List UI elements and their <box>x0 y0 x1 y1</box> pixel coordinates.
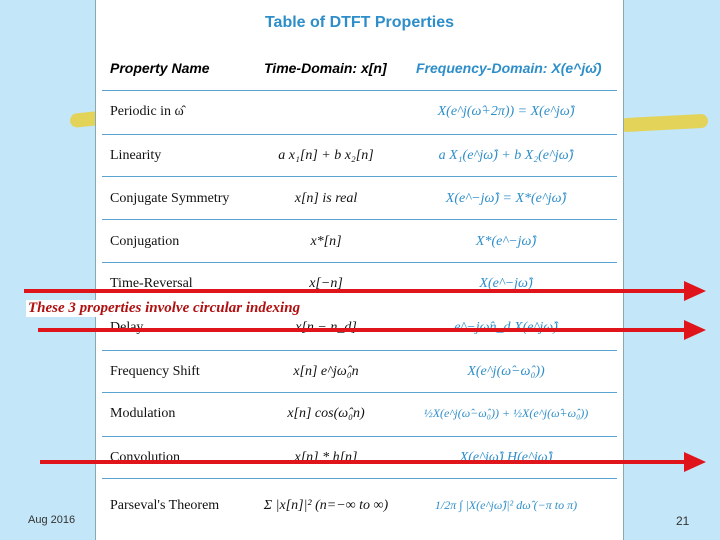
header-frequency-domain: Frequency-Domain: X(e^jω̂) <box>416 60 602 76</box>
page-number: 21 <box>676 514 690 528</box>
row-name: Convolution <box>110 450 181 465</box>
header-property-name: Property Name <box>110 60 210 76</box>
row-name: Frequency Shift <box>110 364 200 379</box>
row-name: Periodic in ω̂ <box>110 104 184 119</box>
row-rule <box>102 134 617 135</box>
row-freq: 1/2π ∫ |X(e^jω̂)|² dω̂ (−π to π) <box>434 498 578 512</box>
footer-date: Aug 2016 <box>28 514 76 526</box>
row-name: Delay <box>110 320 144 335</box>
row-rule <box>102 262 617 263</box>
row-freq: X*(e^−jω̂) <box>475 234 537 249</box>
row-rule <box>102 436 617 437</box>
row-time: Σ |x[n]|² (n=−∞ to ∞) <box>263 498 389 513</box>
table-title: Table of DTFT Properties <box>264 14 455 31</box>
row-time: a x₁[n] + b x₂[n] <box>278 148 374 163</box>
row-freq: X(e^−jω̂) <box>479 276 533 291</box>
row-rule <box>102 350 617 351</box>
red-arrow-icon <box>0 318 720 342</box>
row-name: Conjugation <box>110 234 180 249</box>
row-freq: e^−jω̂n_d X(e^jω̂) <box>454 320 558 335</box>
row-time: x[n] is real <box>294 191 358 206</box>
row-freq: ½X(e^j(ω̂−ω̂₀)) + ½X(e^j(ω̂+ω̂₀)) <box>423 406 589 420</box>
header-rule <box>102 90 617 91</box>
row-freq: a X₁(e^jω̂) + b X₂(e^jω̂) <box>438 148 574 163</box>
header-time-domain: Time-Domain: x[n] <box>264 60 387 76</box>
row-time: x[n] e^jω̂₀n <box>293 364 359 379</box>
row-rule <box>102 392 617 393</box>
row-time: x[n − n_d] <box>295 320 357 335</box>
row-name: Time-Reversal <box>110 276 193 291</box>
row-rule <box>102 176 617 177</box>
row-name: Parseval's Theorem <box>110 498 220 513</box>
row-name: Modulation <box>110 406 176 421</box>
row-freq: X(e^j(ω̂−ω̂₀)) <box>467 364 545 379</box>
row-time: x[n] * h[n] <box>294 450 358 465</box>
row-freq: X(e^−jω̂) = X*(e^jω̂) <box>445 191 567 206</box>
row-freq: X(e^j(ω̂+2π)) = X(e^jω̂) <box>437 104 575 119</box>
row-time: x*[n] <box>310 234 342 249</box>
row-freq: X(e^jω̂) H(e^jω̂) <box>459 450 553 465</box>
row-name: Conjugate Symmetry <box>110 191 230 206</box>
red-arrow-icon <box>0 450 720 474</box>
row-rule <box>102 478 617 479</box>
circular-indexing-callout: These 3 properties involve circular indexing <box>28 300 301 316</box>
row-rule <box>102 219 617 220</box>
row-time: x[−n] <box>309 276 343 291</box>
row-name: Linearity <box>110 148 162 163</box>
row-time: x[n] cos(ω̂₀n) <box>287 406 365 421</box>
